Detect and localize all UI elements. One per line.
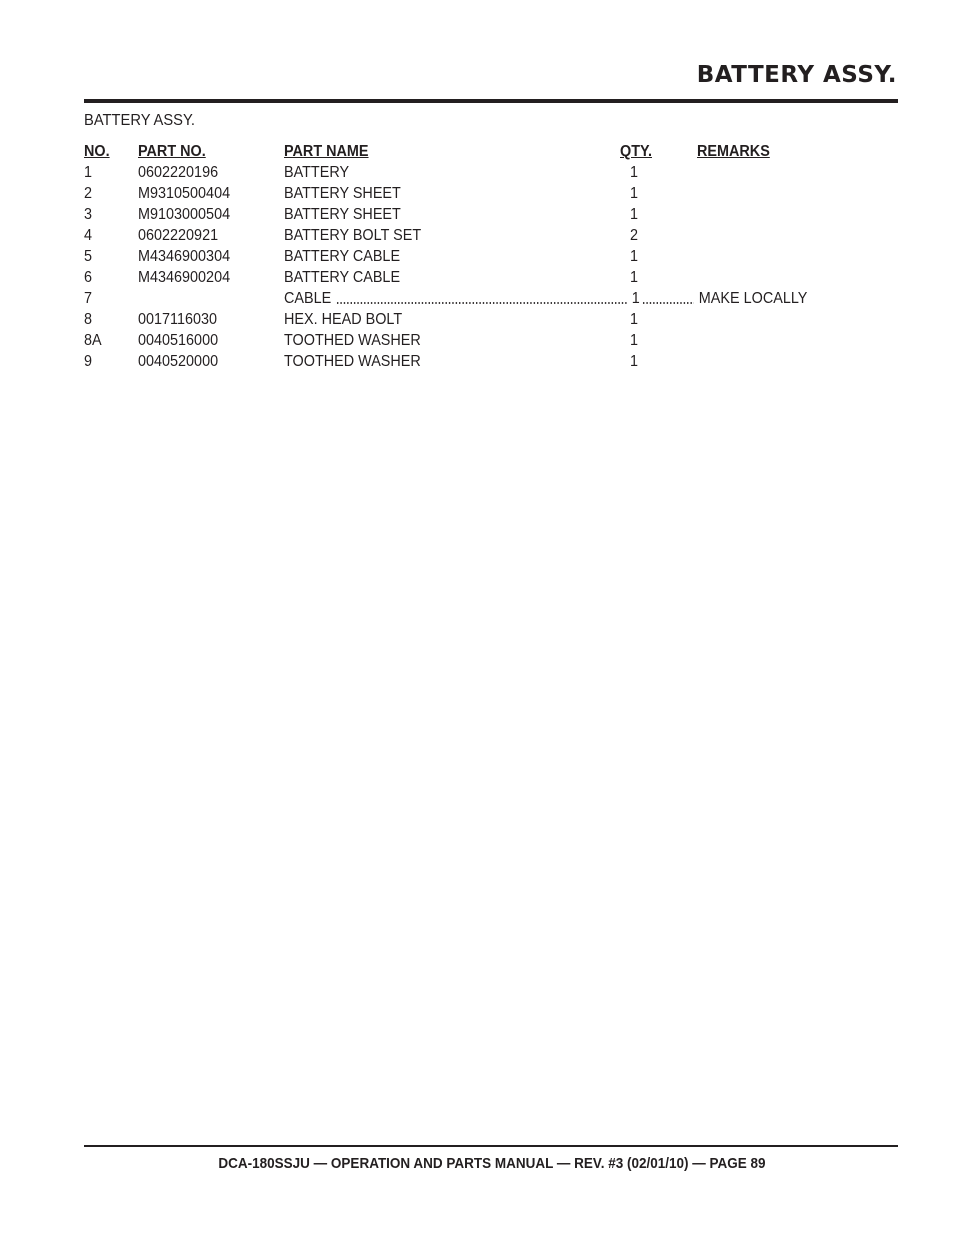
row-no: 5 (84, 248, 93, 265)
row-part-no: M9103000504 (138, 206, 231, 223)
row-qty: 1 (630, 164, 639, 181)
header-part-name: PART NAME (284, 143, 369, 160)
footer-divider (84, 1145, 898, 1147)
row-qty: 2 (630, 227, 639, 244)
footer-text: DCA-180SSJU — OPERATION AND PARTS MANUAL — REV. #3 (02/01/10) — PAGE 89 (218, 1155, 766, 1172)
row-part-no: M4346900204 (138, 269, 231, 286)
row-no: 8A (84, 332, 102, 349)
parts-table (84, 141, 824, 372)
title-divider (84, 99, 898, 103)
row-part-name: TOOTHED WASHER (284, 353, 421, 370)
row-qty: 1 (630, 311, 639, 328)
row-no: 2 (84, 185, 93, 202)
row-part-name: BATTERY SHEET (284, 185, 401, 202)
table-row (84, 162, 824, 183)
table-row (84, 330, 824, 351)
header-part-no: PART NO. (138, 143, 206, 160)
row-qty: 1 (630, 332, 639, 349)
row-part-name: TOOTHED WASHER (284, 332, 421, 349)
table-row (84, 267, 824, 288)
row-part-no: M4346900304 (138, 248, 231, 265)
row-no: 9 (84, 353, 93, 370)
row-part-no: M9310500404 (138, 185, 231, 202)
dot-leader-line (284, 288, 824, 309)
table-row (84, 225, 824, 246)
section-label: BATTERY ASSY. (84, 112, 196, 129)
row-qty: 1 (630, 288, 643, 309)
row-no: 7 (84, 290, 93, 307)
row-no: 4 (84, 227, 93, 244)
page-title: BATTERY ASSY. (696, 62, 897, 88)
header-qty: QTY. (620, 143, 653, 160)
dot-leader (642, 302, 694, 304)
table-row (84, 183, 824, 204)
row-part-name: CABLE (284, 288, 334, 309)
table-row (84, 204, 824, 225)
table-row (84, 351, 824, 372)
row-no: 8 (84, 311, 93, 328)
table-row (84, 309, 824, 330)
header-remarks: REMARKS (697, 143, 770, 160)
row-no: 6 (84, 269, 93, 286)
row-no: 3 (84, 206, 93, 223)
row-part-no: 0017116030 (138, 311, 218, 328)
row-qty: 1 (630, 353, 639, 370)
row-part-name: BATTERY CABLE (284, 248, 401, 265)
row-part-name: BATTERY CABLE (284, 269, 401, 286)
row-qty: 1 (630, 269, 639, 286)
row-part-name: BATTERY (284, 164, 350, 181)
row-remarks: MAKE LOCALLY (697, 288, 810, 309)
row-no: 1 (84, 164, 93, 181)
table-row (84, 246, 824, 267)
dot-leader (336, 302, 628, 304)
row-part-no: 0040520000 (138, 353, 219, 370)
row-qty: 1 (630, 248, 639, 265)
row-part-no: 0040516000 (138, 332, 219, 349)
row-qty: 1 (630, 206, 639, 223)
row-part-name: BATTERY SHEET (284, 206, 401, 223)
row-part-no: 0602220921 (138, 227, 219, 244)
page-footer (0, 1155, 954, 1172)
row-part-no: 0602220196 (138, 164, 219, 181)
row-part-name: BATTERY BOLT SET (284, 227, 422, 244)
table-header-row (84, 141, 824, 162)
table-row (84, 288, 824, 309)
header-no: NO. (84, 143, 110, 160)
row-part-name: HEX. HEAD BOLT (284, 311, 403, 328)
row-qty: 1 (630, 185, 639, 202)
